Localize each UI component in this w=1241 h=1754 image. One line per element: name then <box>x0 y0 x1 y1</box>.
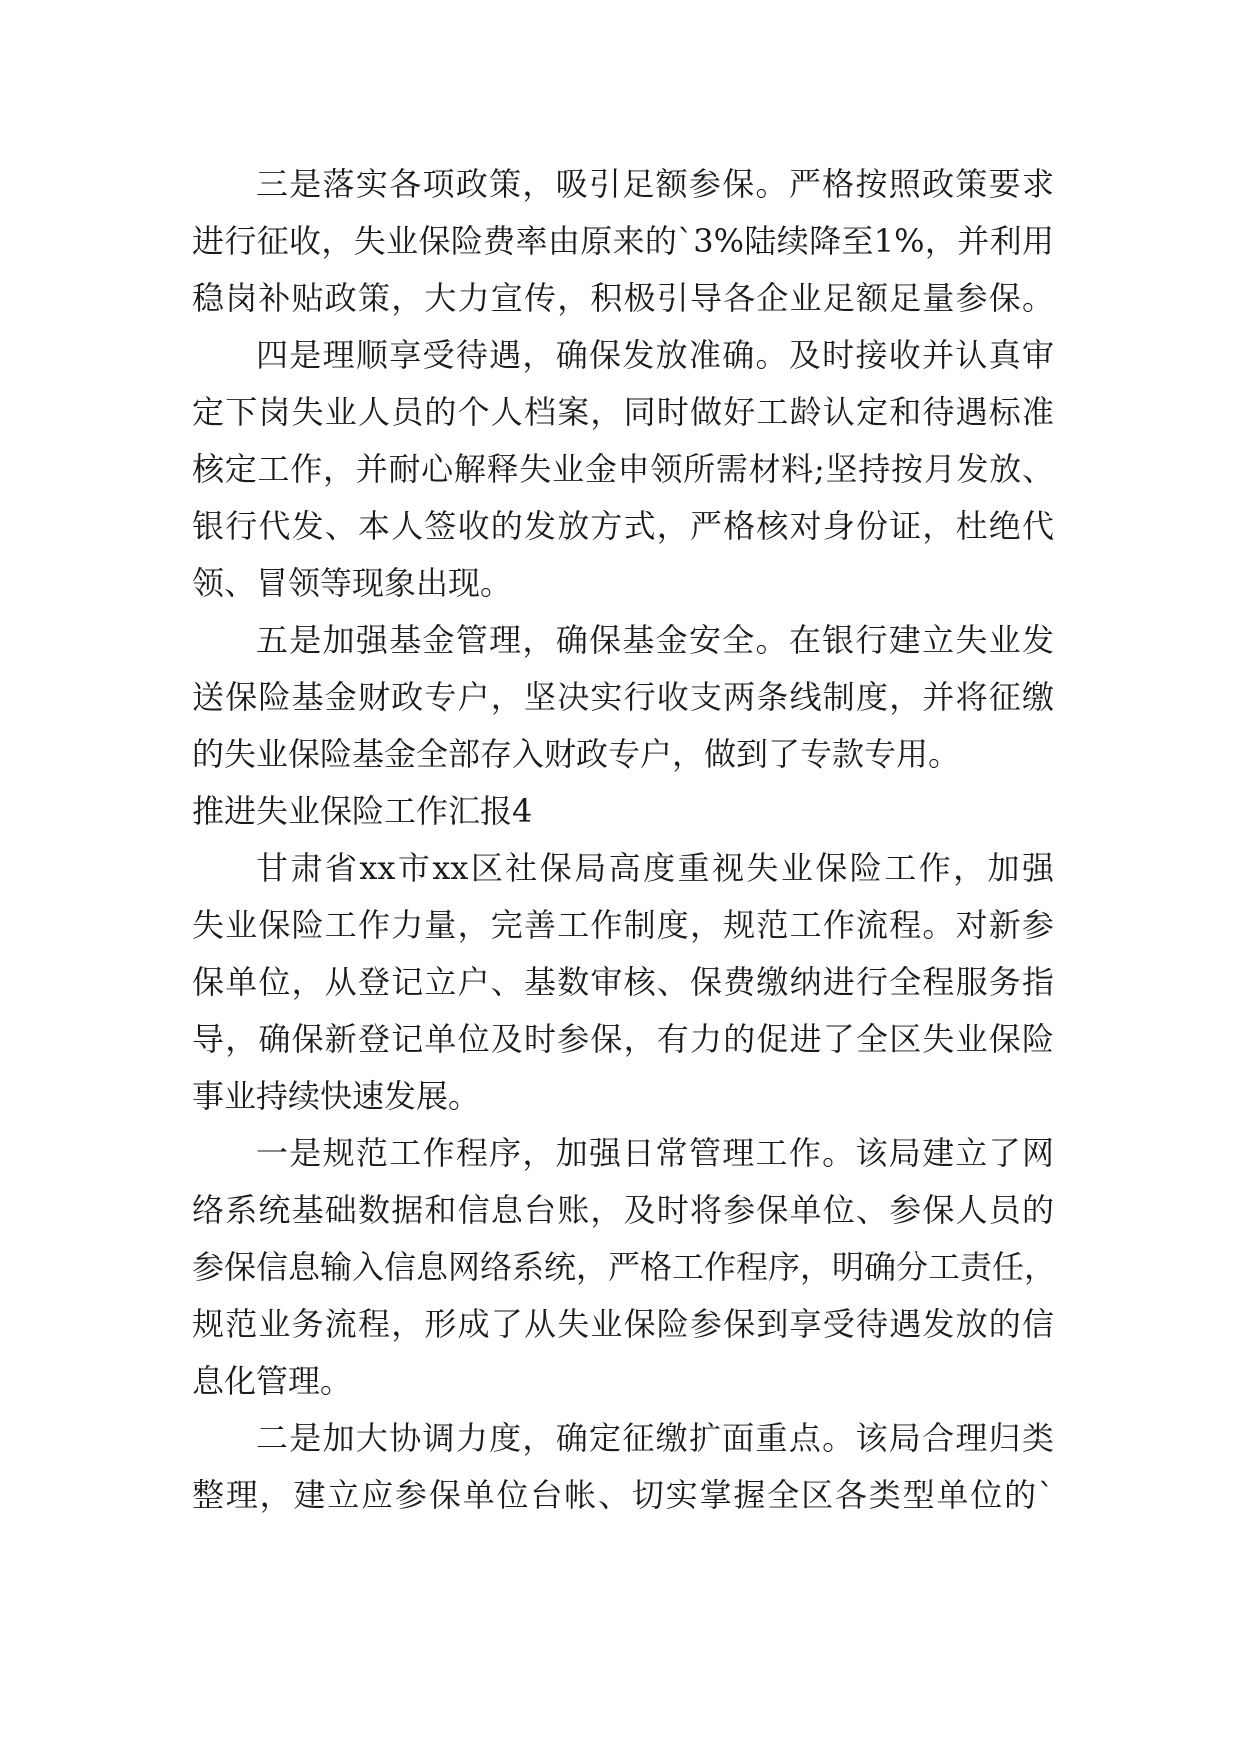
section-heading: 推进失业保险工作汇报4 <box>192 792 533 830</box>
paragraph-3-line-2: 送保险基金财政专户，坚决实行收支两条线制度，并将征缴 <box>192 678 1054 716</box>
paragraph-1-line-3: 稳岗补贴政策，大力宣传，积极引导各企业足额足量参保。 <box>192 279 1054 317</box>
paragraph-4-line-1: 甘肃省xx市xx区社保局高度重视失业保险工作，加强 <box>256 849 1054 887</box>
paragraph-2-line-1: 四是理顺享受待遇，确保发放准确。及时接收并认真审 <box>256 336 1054 374</box>
paragraph-2-line-5: 领、冒领等现象出现。 <box>192 564 513 602</box>
paragraph-3-line-3: 的失业保险基金全部存入财政专户，做到了专款专用。 <box>192 735 961 773</box>
paragraph-6-line-2: 整理，建立应参保单位台帐、切实掌握全区各类型单位的` <box>192 1476 1054 1514</box>
paragraph-2-line-4: 银行代发、本人签收的发放方式，严格核对身份证，杜绝代 <box>192 507 1054 545</box>
paragraph-4-line-4: 导，确保新登记单位及时参保，有力的促进了全区失业保险 <box>192 1020 1054 1058</box>
paragraph-6-line-1: 二是加大协调力度，确定征缴扩面重点。该局合理归类 <box>256 1419 1054 1457</box>
paragraph-4-line-2: 失业保险工作力量，完善工作制度，规范工作流程。对新参 <box>192 906 1054 944</box>
paragraph-5-line-2: 络系统基础数据和信息台账，及时将参保单位、参保人员的 <box>192 1191 1054 1229</box>
paragraph-4-line-5: 事业持续快速发展。 <box>192 1077 481 1115</box>
paragraph-3-line-1: 五是加强基金管理，确保基金安全。在银行建立失业发 <box>256 621 1054 659</box>
paragraph-2-line-3: 核定工作，并耐心解释失业金申领所需材料;坚持按月发放、 <box>192 450 1054 488</box>
paragraph-5-line-1: 一是规范工作程序，加强日常管理工作。该局建立了网 <box>256 1134 1054 1172</box>
paragraph-4-line-3: 保单位，从登记立户、基数审核、保费缴纳进行全程服务指 <box>192 963 1054 1001</box>
paragraph-5-line-5: 息化管理。 <box>192 1362 353 1400</box>
paragraph-1-line-2: 进行征收，失业保险费率由原来的`3%陆续降至1%，并利用 <box>192 222 1054 260</box>
paragraph-5-line-4: 规范业务流程，形成了从失业保险参保到享受待遇发放的信 <box>192 1305 1054 1343</box>
paragraph-5-line-3: 参保信息输入信息网络系统，严格工作程序，明确分工责任， <box>192 1248 1057 1286</box>
paragraph-1-line-1: 三是落实各项政策，吸引足额参保。严格按照政策要求 <box>256 165 1054 203</box>
paragraph-2-line-2: 定下岗失业人员的个人档案，同时做好工龄认定和待遇标准 <box>192 393 1054 431</box>
